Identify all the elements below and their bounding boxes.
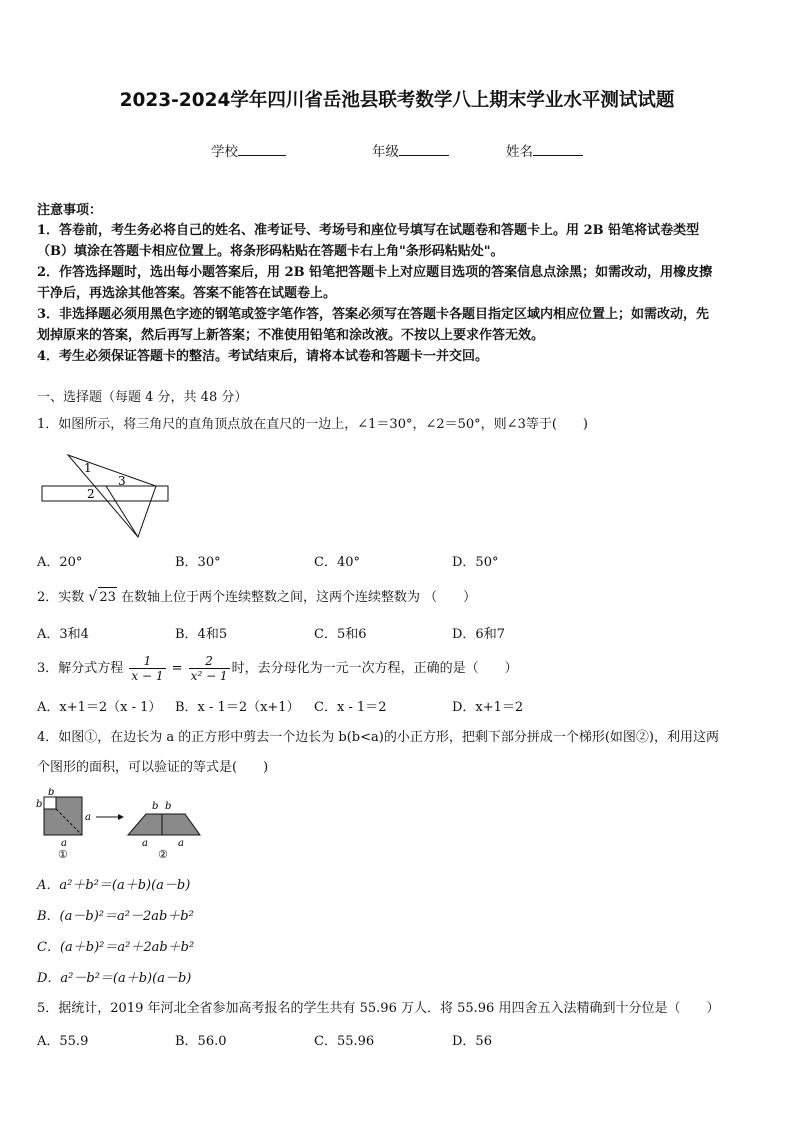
question-3-stem bbox=[37, 649, 518, 689]
notice-item-2-cont: 干净后，再选涂其他答案。答案不能答在试题卷上。 bbox=[37, 286, 337, 301]
fig1-b-left: b bbox=[36, 799, 43, 810]
fig1-b-top: b bbox=[48, 788, 55, 798]
fig2-b-right: b bbox=[165, 801, 172, 812]
q4-option-c: C．(a＋b)²＝a²＋2ab＋b² bbox=[37, 940, 195, 955]
notice-item-1: 1．答卷前，考生务必将自己的姓名、准考证号、考场号和座位号填写在试题卷和答题卡上。用 2B 铅笔将试卷类型 bbox=[37, 223, 700, 238]
q2-radicand: 23 bbox=[98, 587, 117, 608]
q4-option-a: A．a²＋b²＝(a＋b)(a－b) bbox=[37, 878, 191, 893]
section-heading: 一、选择题（每题 4 分，共 48 分） bbox=[37, 390, 248, 405]
question-4-stem-1: 4．如图①，在边长为 a 的正方形中剪去一个边长为 b(b<a)的小正方形，把剩下部分拼成一个梯形(如图②)，利用这两 bbox=[37, 730, 719, 745]
angle-1-label: 1 bbox=[84, 461, 92, 475]
grade-field bbox=[372, 140, 449, 160]
notice-item-3-cont: 划掉原来的答案，然后再写上新答案；不准使用铅笔和涂改液。不按以上要求作答无效。 bbox=[37, 328, 545, 343]
q5-option-c: C．55.96 bbox=[314, 1034, 375, 1049]
square-trapezoid-figure bbox=[36, 788, 208, 864]
page-title: 2023-2024学年四川省岳池县联考数学八上期末学业水平测试试题 bbox=[119, 90, 675, 111]
question-4-stem-2: 个图形的面积，可以验证的等式是( ) bbox=[37, 760, 269, 775]
q1-option-a: A．20° bbox=[37, 555, 83, 570]
name-blank bbox=[533, 141, 583, 156]
name-label: 姓名 bbox=[506, 144, 533, 160]
arrow-icon bbox=[118, 814, 124, 820]
school-label: 学校 bbox=[211, 144, 238, 160]
ruler-triangle-figure bbox=[40, 452, 172, 540]
q3-option-d: D．x+1＝2 bbox=[452, 700, 524, 715]
q3-option-a: A．x+1＝2（x - 1） bbox=[37, 700, 162, 715]
q3-option-b: B．x - 1＝2（x+1） bbox=[175, 700, 300, 715]
q5-option-d: D．56 bbox=[452, 1034, 492, 1049]
q2-option-a: A．3和4 bbox=[37, 627, 89, 642]
fig2-a-right: a bbox=[178, 838, 184, 849]
question-1-stem: 1．如图所示，将三角尺的直角顶点放在直尺的一边上，∠1＝30°，∠2＝50°，则∠3等于( ) bbox=[37, 417, 588, 432]
q1-option-c: C．40° bbox=[314, 555, 360, 570]
notice-item-3: 3．非选择题必须用黑色字迹的钢笔或签字笔作答，答案必须写在答题卡各题目指定区域内相应位置上；如需改动，先 bbox=[37, 307, 710, 322]
q3-equals: = bbox=[167, 661, 187, 676]
notice-heading: 注意事项： bbox=[37, 203, 103, 218]
q1-option-b: B．30° bbox=[175, 555, 221, 570]
fig1-a-right: a bbox=[85, 812, 91, 823]
school-field bbox=[211, 140, 286, 160]
q2-option-c: C．5和6 bbox=[314, 627, 367, 642]
notice-item-2: 2．作答选择题时，选出每小题答案后，用 2B 铅笔把答题卡上对应题目选项的答案信息点涂黑；如需改动，用橡皮擦 bbox=[37, 265, 713, 280]
q2-suffix: 在数轴上位于两个连续整数之间，这两个连续整数为 （ ） bbox=[116, 590, 477, 605]
angle-3-label: 3 bbox=[118, 474, 126, 488]
notice-item-4: 4．考生必须保证答题卡的整洁。考试结束后，请将本试卷和答题卡一并交回。 bbox=[37, 349, 489, 364]
q5-option-b: B．56.0 bbox=[175, 1034, 227, 1049]
school-blank bbox=[238, 141, 286, 156]
grade-label: 年级 bbox=[372, 144, 399, 160]
fig1-a-bottom: a bbox=[61, 838, 67, 849]
angle-2-label: 2 bbox=[87, 487, 95, 501]
q1-option-d: D．50° bbox=[452, 555, 499, 570]
question-2-stem: 2．实数 √ 23 在数轴上位于两个连续整数之间，这两个连续整数为 （ ） bbox=[37, 587, 476, 608]
q3-prefix: 3．解分式方程 bbox=[37, 661, 128, 676]
figure-2-caption: ② bbox=[158, 848, 168, 861]
fig2-b-left: b bbox=[152, 801, 159, 812]
question-5-stem: 5．据统计，2019 年河北全省参加高考报名的学生共有 55.96 万人．将 55.96 用四舍五入法精确到十分位是（ ） bbox=[37, 1001, 720, 1016]
name-field bbox=[506, 140, 583, 160]
q3-fraction-left: $\frac{1}{x - 1}$ bbox=[131, 654, 164, 683]
q4-option-d: D．a²－b²＝(a＋b)(a－b) bbox=[37, 971, 192, 986]
q5-option-a: A．55.9 bbox=[37, 1034, 89, 1049]
q3-suffix: 时，去分母化为一元一次方程，正确的是（ ） bbox=[231, 661, 518, 676]
q3-fraction-right: $\frac{2}{\text{x² − 1}}$ bbox=[190, 654, 228, 683]
q4-option-b: B．(a－b)²＝a²－2ab＋b² bbox=[37, 909, 194, 924]
q2-prefix: 2．实数 bbox=[37, 590, 89, 605]
q2-option-b: B．4和5 bbox=[175, 627, 228, 642]
q3-option-c: C．x - 1＝2 bbox=[314, 700, 387, 715]
q2-option-d: D．6和7 bbox=[452, 627, 505, 642]
fig2-a-left: a bbox=[142, 838, 148, 849]
notice-item-1-cont: （B）填涂在答题卡相应位置上。将条形码粘贴在答题卡右上角"条形码粘贴处"。 bbox=[37, 244, 504, 259]
grade-blank bbox=[399, 141, 449, 156]
figure-1-caption: ① bbox=[58, 848, 68, 861]
